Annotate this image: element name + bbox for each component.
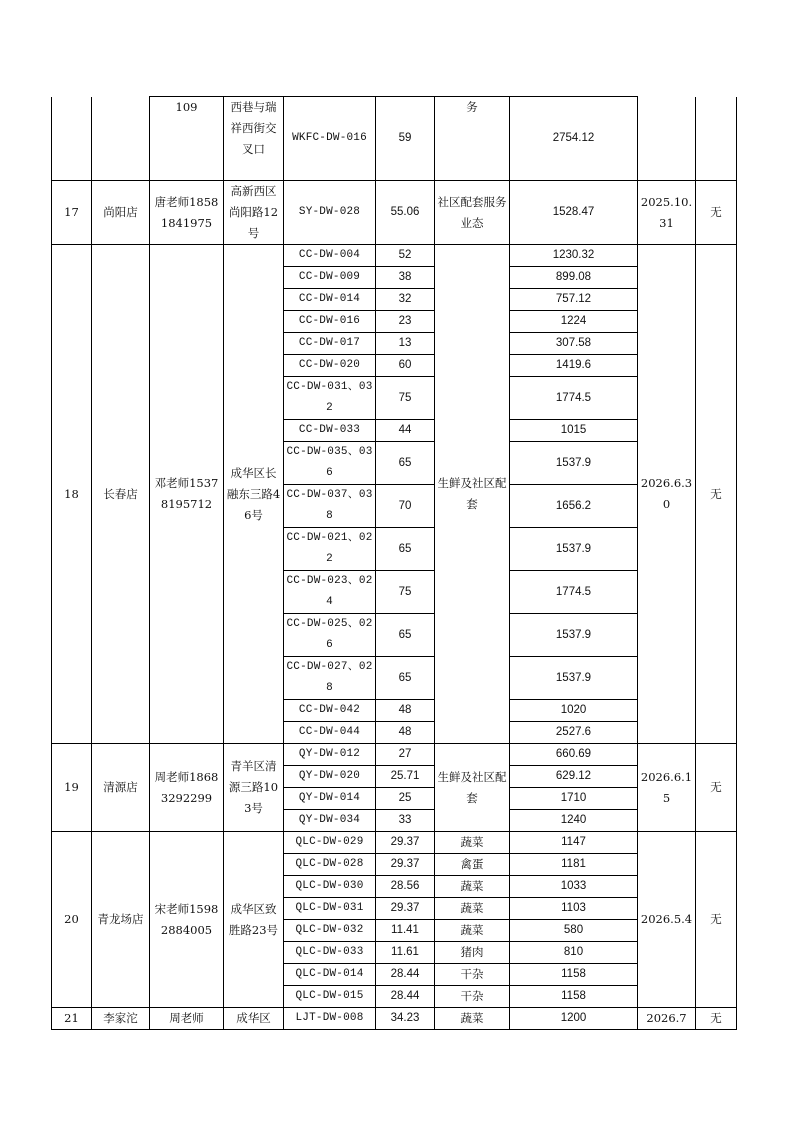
rent-cell: 1230.32	[510, 245, 638, 267]
rent-cell: 1710	[510, 788, 638, 810]
address-cell: 青羊区清源三路103号	[224, 744, 284, 832]
area-cell: 32	[376, 289, 435, 311]
lease-table	[51, 96, 737, 1030]
store-name-cell: 尚阳店	[92, 181, 150, 245]
rent-cell: 1240	[510, 810, 638, 832]
unit-code-cell: CC-DW-027、028	[284, 657, 376, 700]
use-cell: 猪肉	[435, 942, 510, 964]
store-name-cell	[92, 97, 150, 181]
store-name-cell: 长春店	[92, 245, 150, 744]
unit-code-cell: CC-DW-044	[284, 722, 376, 744]
rent-cell: 660.69	[510, 744, 638, 766]
rent-cell: 1656.2	[510, 485, 638, 528]
area-cell: 29.37	[376, 832, 435, 854]
use-cell: 社区配套服务业态	[435, 181, 510, 245]
rent-cell: 1103	[510, 898, 638, 920]
store-name-cell: 青龙场店	[92, 832, 150, 1008]
unit-code-cell: CC-DW-014	[284, 289, 376, 311]
unit-code-cell: CC-DW-016	[284, 311, 376, 333]
contact-cell: 周老师	[150, 1008, 224, 1030]
rent-cell: 1774.5	[510, 571, 638, 614]
note-cell	[696, 97, 737, 181]
area-cell: 65	[376, 442, 435, 485]
rent-cell: 1181	[510, 854, 638, 876]
unit-code-cell: QY-DW-014	[284, 788, 376, 810]
rent-cell: 2527.6	[510, 722, 638, 744]
use-cell: 禽蛋	[435, 854, 510, 876]
rent-cell: 1015	[510, 420, 638, 442]
area-cell: 29.37	[376, 854, 435, 876]
rent-cell: 757.12	[510, 289, 638, 311]
unit-code-cell: CC-DW-017	[284, 333, 376, 355]
rent-cell: 307.58	[510, 333, 638, 355]
unit-code-cell: QLC-DW-030	[284, 876, 376, 898]
unit-code-cell: QLC-DW-015	[284, 986, 376, 1008]
address-cell: 成华区长融东三路46号	[224, 245, 284, 744]
unit-code-cell: QY-DW-034	[284, 810, 376, 832]
note-cell: 无	[696, 245, 737, 744]
area-cell: 38	[376, 267, 435, 289]
area-cell: 11.61	[376, 942, 435, 964]
note-cell: 无	[696, 832, 737, 1008]
expiry-cell: 2025.10.31	[638, 181, 696, 245]
use-cell: 干杂	[435, 964, 510, 986]
expiry-cell: 2026.7	[638, 1008, 696, 1030]
rent-cell: 1537.9	[510, 528, 638, 571]
area-cell: 23	[376, 311, 435, 333]
unit-code-cell: CC-DW-033	[284, 420, 376, 442]
address-cell: 成华区	[224, 1008, 284, 1030]
unit-code-cell: WKFC-DW-016	[284, 97, 376, 181]
unit-code-cell: QY-DW-012	[284, 744, 376, 766]
area-cell: 27	[376, 744, 435, 766]
rent-cell: 1033	[510, 876, 638, 898]
expiry-cell: 2026.5.4	[638, 832, 696, 1008]
unit-code-cell: SY-DW-028	[284, 181, 376, 245]
area-cell: 13	[376, 333, 435, 355]
use-cell: 干杂	[435, 986, 510, 1008]
table-row	[52, 1008, 737, 1030]
rent-cell: 1528.47	[510, 181, 638, 245]
expiry-cell	[638, 97, 696, 181]
expiry-cell: 2026.6.30	[638, 245, 696, 744]
unit-code-cell: QLC-DW-032	[284, 920, 376, 942]
table-row	[52, 181, 737, 245]
table-row	[52, 245, 737, 267]
use-cell: 蔬菜	[435, 920, 510, 942]
contact-cell: 邓老师15378195712	[150, 245, 224, 744]
rent-cell: 580	[510, 920, 638, 942]
area-cell: 34.23	[376, 1008, 435, 1030]
area-cell: 33	[376, 810, 435, 832]
area-cell: 25	[376, 788, 435, 810]
unit-code-cell: QLC-DW-014	[284, 964, 376, 986]
unit-code-cell: QLC-DW-031	[284, 898, 376, 920]
rent-cell: 629.12	[510, 766, 638, 788]
rent-cell: 1224	[510, 311, 638, 333]
unit-code-cell: CC-DW-042	[284, 700, 376, 722]
no-cell	[52, 97, 92, 181]
contact-cell: 109	[150, 97, 224, 181]
unit-code-cell: QLC-DW-033	[284, 942, 376, 964]
store-number-cell: 20	[52, 832, 92, 1008]
rent-cell: 1020	[510, 700, 638, 722]
rent-cell: 1200	[510, 1008, 638, 1030]
note-cell: 无	[696, 1008, 737, 1030]
unit-code-cell: CC-DW-004	[284, 245, 376, 267]
rent-cell: 2754.12	[510, 97, 638, 181]
use-cell: 生鲜及社区配套	[435, 744, 510, 832]
contact-cell: 宋老师15982884005	[150, 832, 224, 1008]
use-cell: 务	[435, 97, 510, 181]
area-cell: 48	[376, 700, 435, 722]
use-cell: 蔬菜	[435, 832, 510, 854]
area-cell: 28.44	[376, 964, 435, 986]
store-name-cell: 清源店	[92, 744, 150, 832]
rent-cell: 1147	[510, 832, 638, 854]
area-cell: 59	[376, 97, 435, 181]
address-cell: 成华区致胜路23号	[224, 832, 284, 1008]
contact-cell: 唐老师18581841975	[150, 181, 224, 245]
area-cell: 70	[376, 485, 435, 528]
unit-code-cell: QLC-DW-029	[284, 832, 376, 854]
area-cell: 75	[376, 377, 435, 420]
area-cell: 48	[376, 722, 435, 744]
unit-code-cell: QY-DW-020	[284, 766, 376, 788]
use-cell: 蔬菜	[435, 898, 510, 920]
area-cell: 55.06	[376, 181, 435, 245]
store-number-cell: 17	[52, 181, 92, 245]
unit-code-cell: QLC-DW-028	[284, 854, 376, 876]
unit-code-cell: CC-DW-035、036	[284, 442, 376, 485]
unit-code-cell: CC-DW-021、022	[284, 528, 376, 571]
contact-cell: 周老师18683292299	[150, 744, 224, 832]
use-cell: 生鲜及社区配套	[435, 245, 510, 744]
store-name-cell: 李家沱	[92, 1008, 150, 1030]
unit-code-cell: CC-DW-020	[284, 355, 376, 377]
table-row	[52, 97, 737, 181]
unit-code-cell: CC-DW-023、024	[284, 571, 376, 614]
store-number-cell: 19	[52, 744, 92, 832]
table-row	[52, 832, 737, 854]
rent-cell: 1537.9	[510, 614, 638, 657]
unit-code-cell: CC-DW-037、038	[284, 485, 376, 528]
note-cell: 无	[696, 744, 737, 832]
rent-cell: 1537.9	[510, 657, 638, 700]
unit-code-cell: CC-DW-009	[284, 267, 376, 289]
area-cell: 28.44	[376, 986, 435, 1008]
address-cell: 西巷与瑞祥西街交叉口	[224, 97, 284, 181]
rent-cell: 810	[510, 942, 638, 964]
unit-code-cell: CC-DW-031、032	[284, 377, 376, 420]
area-cell: 65	[376, 528, 435, 571]
area-cell: 11.41	[376, 920, 435, 942]
rent-cell: 899.08	[510, 267, 638, 289]
rent-cell: 1419.6	[510, 355, 638, 377]
area-cell: 60	[376, 355, 435, 377]
area-cell: 29.37	[376, 898, 435, 920]
expiry-cell: 2026.6.15	[638, 744, 696, 832]
rent-cell: 1158	[510, 986, 638, 1008]
area-cell: 28.56	[376, 876, 435, 898]
store-number-cell: 21	[52, 1008, 92, 1030]
rent-cell: 1158	[510, 964, 638, 986]
area-cell: 65	[376, 657, 435, 700]
area-cell: 44	[376, 420, 435, 442]
use-cell: 蔬菜	[435, 876, 510, 898]
store-number-cell: 18	[52, 245, 92, 744]
unit-code-cell: CC-DW-025、026	[284, 614, 376, 657]
use-cell: 蔬菜	[435, 1008, 510, 1030]
note-cell: 无	[696, 181, 737, 245]
area-cell: 75	[376, 571, 435, 614]
area-cell: 25.71	[376, 766, 435, 788]
area-cell: 65	[376, 614, 435, 657]
rent-cell: 1774.5	[510, 377, 638, 420]
table-row	[52, 744, 737, 766]
area-cell: 52	[376, 245, 435, 267]
unit-code-cell: LJT-DW-008	[284, 1008, 376, 1030]
address-cell: 高新西区尚阳路12号	[224, 181, 284, 245]
rent-cell: 1537.9	[510, 442, 638, 485]
